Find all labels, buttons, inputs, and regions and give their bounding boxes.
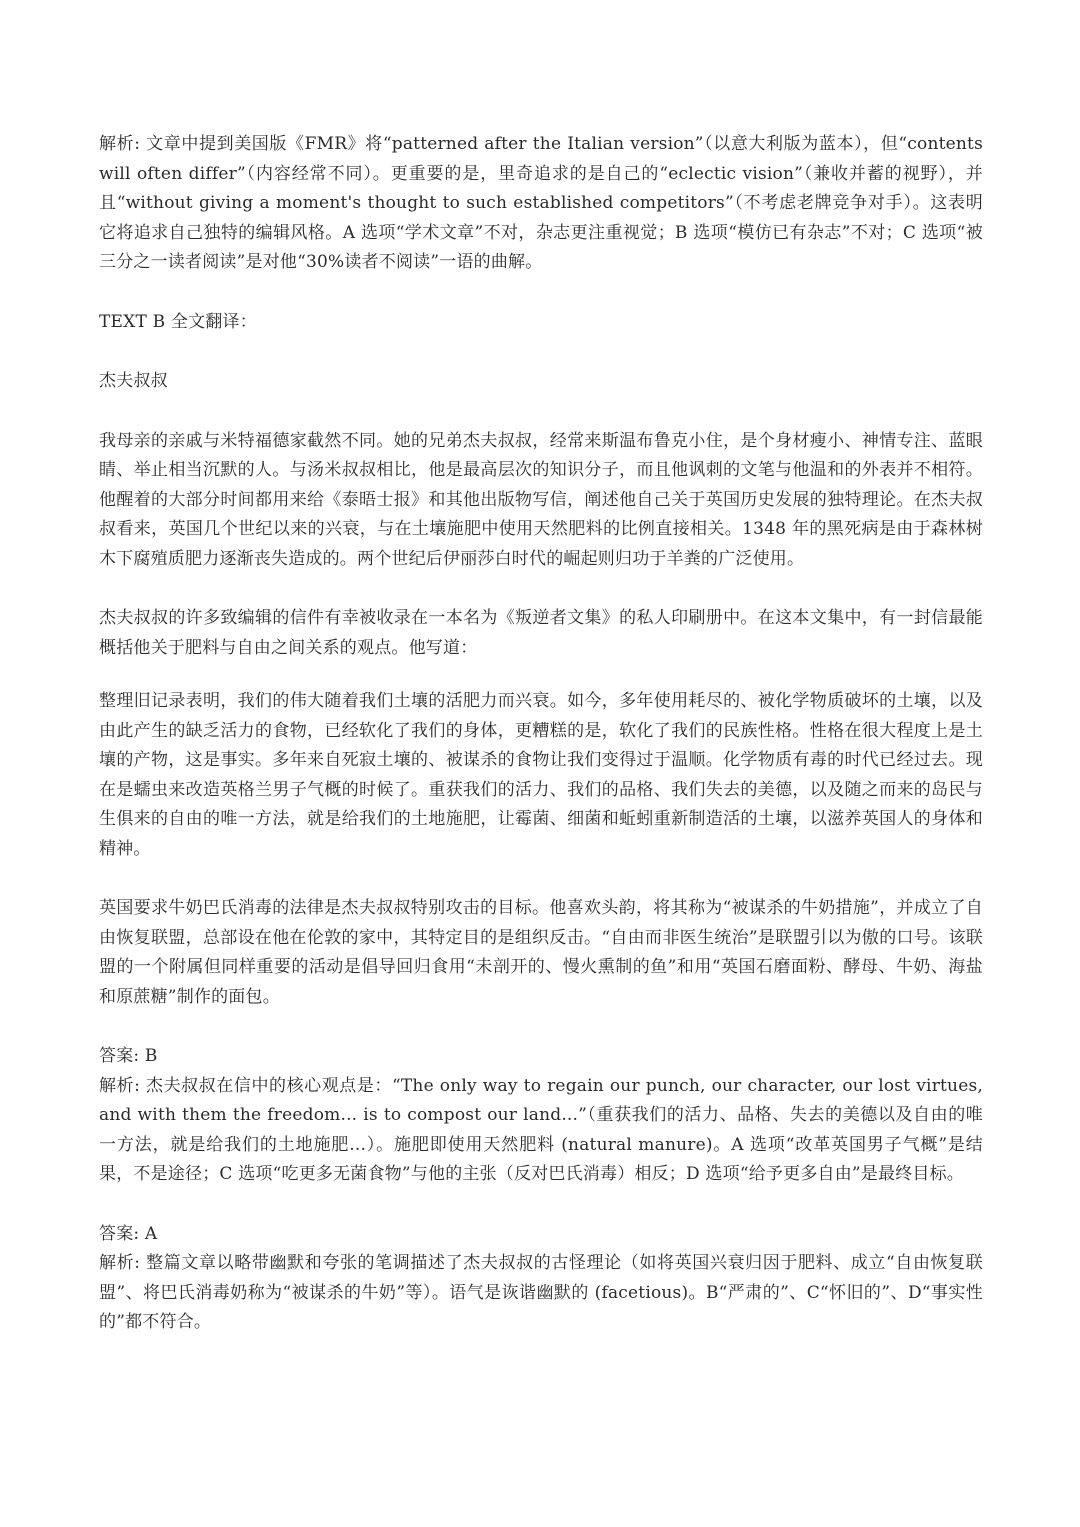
story-paragraph-3: 整理旧记录表明，我们的伟大随着我们土壤的活肥力而兴衰。如今，多年使用耗尽的、被化学物质破坏的土壤，以及由此产生的缺乏活力的食物，已经软化了我们的身体，更糟糕的是，软化了我们的民族性格。性格在很大程度上是土壤的产物，这是事实。多年来自死寂土壤的、被谋杀的食物让我们变得过于温顺。化学物质有毒的时代已经过去。现在是蠕虫来改造英格兰男子气概的时候了。重获我们的活力、我们的品格、我们失去的美德，以及随之而来的岛民与生俱来的自由的唯一方法，就是给我们的土地施肥，让霉菌、细菌和蚯蚓重新制造活的土壤，以滋养英国人的身体和精神。 [99, 691, 983, 859]
story-paragraph-4: 英国要求牛奶巴氏消毒的法律是杰夫叔叔特别攻击的目标。他喜欢头韵，将其称为“被谋杀的牛奶措施”，并成立了自由恢复联盟，总部设在他在伦敦的家中，其特定目的是组织反击。“自由而非医生统治”是联盟引以为傲的口号。该联盟的一个附属但同样重要的活动是倡导回归食用“未剖开的、慢火熏制的鱼”和用“英国石磨面粉、酵母、牛奶、海盐和原蔗糖”制作的面包。 [99, 898, 983, 1007]
answer-analysis-2: 解析: 整篇文章以略带幽默和夸张的笔调描述了杰夫叔叔的古怪理论（如将英国兴衰归因于肥料、成立“自由恢复联盟”、将巴氏消毒奶称为“被谋杀的牛奶”等）。语气是诙谐幽默的 (facetious)。B“严肃的”、C“怀旧的”、D“事实性的”都不符合。 [99, 1253, 983, 1332]
answer-label-1: 答案: B [99, 1046, 158, 1066]
analysis-paragraph-1: 解析: 文章中提到美国版《FMR》将“patterned after the Italian version”（以意大利版为蓝本），但“contents will often differ”（内容经常不同）。更重要的是，里奇追求的是自己的“eclectic vision”（兼收并蓄的视野），并且“without giving a moment's thought to such established competitors”（不考虑老牌竞争对手）。这表明它将追求自己独特的编辑风格。A 选项“学术文章”不对，杂志更注重视觉；B 选项“模仿已有杂志”不对；C 选项“被三分之一读者阅读”是对他“30%读者不阅读”一语的曲解。 [99, 134, 983, 272]
story-paragraph-1: 我母亲的亲戚与米特福德家截然不同。她的兄弟杰夫叔叔，经常来斯温布鲁克小住，是个身材瘦小、神情专注、蓝眼睛、举止相当沉默的人。与汤米叔叔相比，他是最高层次的知识分子，而且他讽刺的文笔与他温和的外表并不相符。他醒着的大部分时间都用来给《泰晤士报》和其他出版物写信，阐述他自己关于英国历史发展的独特理论。在杰夫叔叔看来，英国几个世纪以来的兴衰，与在土壤施肥中使用天然肥料的比例直接相关。1348 年的黑死病是由于森林树木下腐殖质肥力逐渐丧失造成的。两个世纪后伊丽莎白时代的崛起则归功于羊粪的广泛使用。 [99, 430, 983, 569]
story-paragraph-2: 杰夫叔叔的许多致编辑的信件有幸被收录在一本名为《叛逆者文集》的私人印刷册中。在这本文集中，有一封信最能概括他关于肥料与自由之间关系的观点。他写道： [99, 608, 983, 658]
story-title: 杰夫叔叔 [99, 371, 168, 391]
answer-label-2: 答案: A [99, 1223, 158, 1244]
answer-block-1 [99, 1042, 983, 1190]
answer-analysis-1: 解析: 杰夫叔叔在信中的核心观点是：“The only way to regain our punch, our character, our lost virtues, and with them the freedom... is to compost our land...”（重获我们的活力、品格、失去的美德以及自由的唯一方法，就是给我们的土地施肥...）。施肥即使用天然肥料 (natural manure)。A 选项“改革英国男子气概”是结果，不是途径；C 选项“吃更多无菌食物”与他的主张（反对巴氏消毒）相反；D 选项“给予更多自由”是最终目标。 [99, 1075, 983, 1184]
text-b-heading: TEXT B 全文翻译： [99, 311, 257, 332]
document-page [99, 130, 983, 1338]
answer-block-2 [99, 1220, 983, 1338]
